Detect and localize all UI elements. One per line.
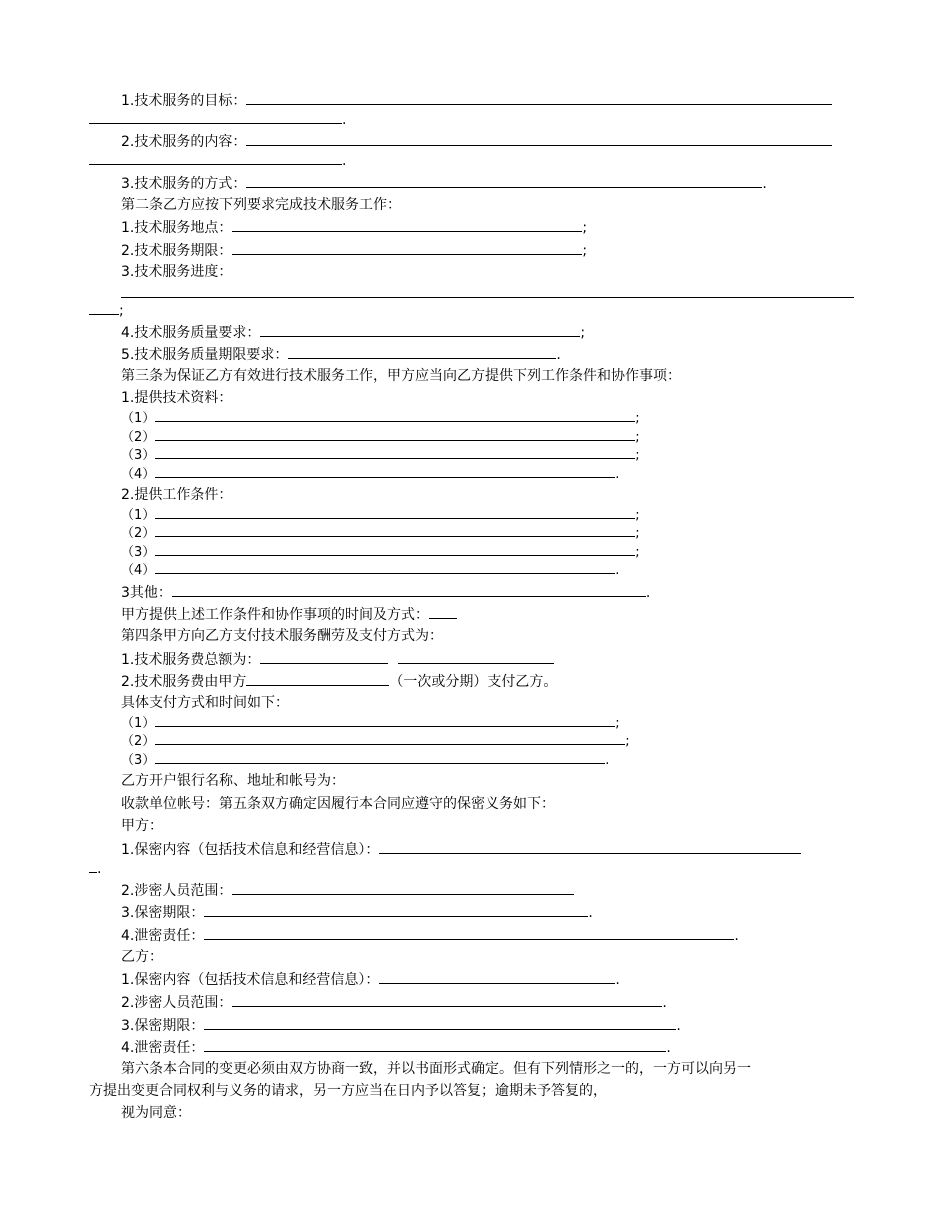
blank-field xyxy=(260,323,580,337)
party-a-label: 甲方： xyxy=(121,818,163,834)
blank-field xyxy=(232,218,582,232)
fee-payment-line xyxy=(121,672,557,691)
blank-field xyxy=(155,408,635,422)
timing-label: 甲方提供上述工作条件和协作事项的时间及方式： xyxy=(121,607,429,623)
period: . xyxy=(662,995,667,1011)
blank-field xyxy=(246,91,832,105)
fee-total-line xyxy=(121,650,554,669)
a-personnel-line xyxy=(121,881,574,900)
blank-field xyxy=(232,881,574,895)
item-number: （1） xyxy=(121,411,156,426)
b-confidential-scope-line xyxy=(121,970,620,989)
article-6-line-3: 视为同意： xyxy=(121,1105,191,1121)
blank-field xyxy=(246,132,832,146)
materials-item-4 xyxy=(121,464,619,484)
blank-field xyxy=(89,110,342,124)
item-number: （2） xyxy=(121,430,156,445)
blank-field xyxy=(155,542,635,556)
semicolon: ; xyxy=(580,325,586,341)
confidential-scope-label: 1.保密内容（包括技术信息和经营信息）： xyxy=(121,972,380,988)
semicolon: ; xyxy=(635,545,640,560)
period: . xyxy=(676,1018,681,1034)
item-number: （1） xyxy=(121,508,156,523)
a-confidential-scope-line xyxy=(121,840,801,859)
conditions-item-3 xyxy=(121,542,640,562)
period: . xyxy=(556,347,561,363)
other-label: 3其他： xyxy=(121,585,172,601)
semicolon: ; xyxy=(582,243,588,259)
blank-field xyxy=(232,993,662,1007)
service-progress-blank xyxy=(121,284,854,303)
semicolon: ; xyxy=(119,303,124,319)
article-6-line-2: 方提出变更合同权利与义务的请求，另一方应当在日内予以答复；逾期未予答复的， xyxy=(89,1083,607,1099)
blank-field xyxy=(155,464,615,478)
blank-field xyxy=(379,840,801,854)
period: . xyxy=(645,585,651,601)
item-number: （3） xyxy=(121,448,156,463)
service-content-line xyxy=(121,132,832,151)
bank-info-label: 乙方开户银行名称、地址和帐号为： xyxy=(121,773,345,789)
blank-field xyxy=(155,750,605,764)
blank-field xyxy=(288,345,556,359)
other-line xyxy=(121,583,650,602)
semicolon: ; xyxy=(635,448,640,463)
blank-field xyxy=(379,970,615,984)
service-term-label: 2.技术服务期限： xyxy=(121,243,233,259)
tech-materials-label: 1.提供技术资料： xyxy=(121,390,233,406)
b-liability-line xyxy=(121,1038,671,1057)
blank-field xyxy=(89,151,342,165)
fee-payment-label: 2.技术服务费由甲方 xyxy=(121,674,247,690)
service-quality-line xyxy=(121,323,585,342)
service-place-line xyxy=(121,218,587,237)
blank-field xyxy=(155,523,635,537)
period: . xyxy=(588,905,593,921)
semicolon: ; xyxy=(615,716,620,731)
timing-line xyxy=(121,605,457,624)
item-number: （1） xyxy=(121,716,156,731)
article-3-title: 第三条为保证乙方有效进行技术服务工作，甲方应当向乙方提供下列工作条件和协作事项： xyxy=(121,368,681,384)
work-conditions-label: 2.提供工作条件： xyxy=(121,487,233,503)
materials-item-3 xyxy=(121,445,640,465)
semicolon: ; xyxy=(635,411,640,426)
period: . xyxy=(762,176,767,192)
blank-field xyxy=(260,650,388,664)
period: . xyxy=(97,861,102,877)
blank-field xyxy=(246,174,762,188)
blank-field xyxy=(155,505,635,519)
service-content-cont xyxy=(89,151,346,170)
item-number: （4） xyxy=(121,563,156,578)
fee-total-label: 1.技术服务费总额为： xyxy=(121,652,261,668)
service-goal-label: 1.技术服务的目标： xyxy=(121,93,247,109)
blank-field xyxy=(232,241,582,255)
service-progress-label: 3.技术服务进度： xyxy=(121,264,233,280)
secrecy-period-label: 3.保密期限： xyxy=(121,1018,205,1034)
blank-field xyxy=(121,284,854,298)
service-goal-line xyxy=(121,91,832,110)
confidential-scope-label: 1.保密内容（包括技术信息和经营信息）： xyxy=(121,842,380,858)
a-liability-line xyxy=(121,926,739,945)
personnel-label: 2.涉密人员范围： xyxy=(121,883,233,899)
blank-field xyxy=(172,583,646,597)
conditions-item-4 xyxy=(121,560,619,580)
payment-item-1 xyxy=(121,713,620,733)
party-b-label: 乙方： xyxy=(121,949,163,965)
item-number: （4） xyxy=(121,467,156,482)
b-personnel-line xyxy=(121,993,667,1012)
service-goal-cont xyxy=(89,110,346,129)
blank-field xyxy=(246,672,389,686)
conditions-item-2 xyxy=(121,523,640,543)
article-2-title: 第二条乙方应按下列要求完成技术服务工作： xyxy=(121,197,401,213)
article-4-title: 第四条甲方向乙方支付技术服务酬劳及支付方式为： xyxy=(121,628,443,644)
blank-field xyxy=(89,301,119,315)
installment-text: （一次或分期）支付乙方。 xyxy=(389,674,558,690)
item-number: （3） xyxy=(121,753,156,768)
quality-term-line xyxy=(121,345,561,364)
blank-field xyxy=(155,560,615,574)
blank-field xyxy=(204,1038,666,1052)
item-number: （2） xyxy=(121,526,156,541)
blank-field xyxy=(155,713,615,727)
payment-item-2 xyxy=(121,731,630,751)
quality-term-label: 5.技术服务质量期限要求： xyxy=(121,347,289,363)
b-period-line xyxy=(121,1016,681,1035)
period: . xyxy=(734,928,739,944)
blank-field xyxy=(429,605,457,619)
blank-field xyxy=(204,926,734,940)
materials-item-1 xyxy=(121,408,640,428)
period: . xyxy=(666,1040,671,1056)
service-term-line xyxy=(121,241,587,260)
payment-detail-label: 具体支付方式和时间如下： xyxy=(121,695,289,711)
semicolon: ; xyxy=(635,508,640,523)
materials-item-2 xyxy=(121,427,640,447)
service-method-label: 3.技术服务的方式： xyxy=(121,176,247,192)
semicolon: ; xyxy=(635,526,640,541)
item-number: （3） xyxy=(121,545,156,560)
period: . xyxy=(342,153,347,169)
blank-field xyxy=(89,859,97,873)
a-period-line xyxy=(121,903,593,922)
blank-field xyxy=(155,731,625,745)
conditions-item-1 xyxy=(121,505,640,525)
personnel-label: 2.涉密人员范围： xyxy=(121,995,233,1011)
service-progress-cont xyxy=(89,301,124,320)
blank-field xyxy=(398,650,554,664)
semicolon: ; xyxy=(582,220,588,236)
semicolon: ; xyxy=(635,430,640,445)
leak-liability-label: 4.泄密责任： xyxy=(121,1040,205,1056)
service-quality-label: 4.技术服务质量要求： xyxy=(121,325,261,341)
secrecy-period-label: 3.保密期限： xyxy=(121,905,205,921)
period: . xyxy=(615,467,620,482)
period: . xyxy=(342,112,347,128)
article-6-line-1: 第六条本合同的变更必须由双方协商一致，并以书面形式确定。但有下列情形之一的，一方可以向另一 xyxy=(121,1061,751,1077)
blank-field xyxy=(204,1016,676,1030)
item-number: （2） xyxy=(121,734,156,749)
leak-liability-label: 4.泄密责任： xyxy=(121,928,205,944)
payment-item-3 xyxy=(121,750,609,770)
semicolon: ; xyxy=(625,734,630,749)
period: . xyxy=(615,972,620,988)
a-confidential-scope-cont xyxy=(89,859,101,878)
blank-field xyxy=(155,427,635,441)
period: . xyxy=(615,563,620,578)
account-label: 收款单位帐号：第五条双方确定因履行本合同应遵守的保密义务如下： xyxy=(121,796,555,812)
blank-field xyxy=(155,445,635,459)
blank-field xyxy=(204,903,588,917)
service-method-line xyxy=(121,174,767,193)
service-content-label: 2.技术服务的内容： xyxy=(121,134,247,150)
period: . xyxy=(605,753,610,768)
service-place-label: 1.技术服务地点： xyxy=(121,220,233,236)
